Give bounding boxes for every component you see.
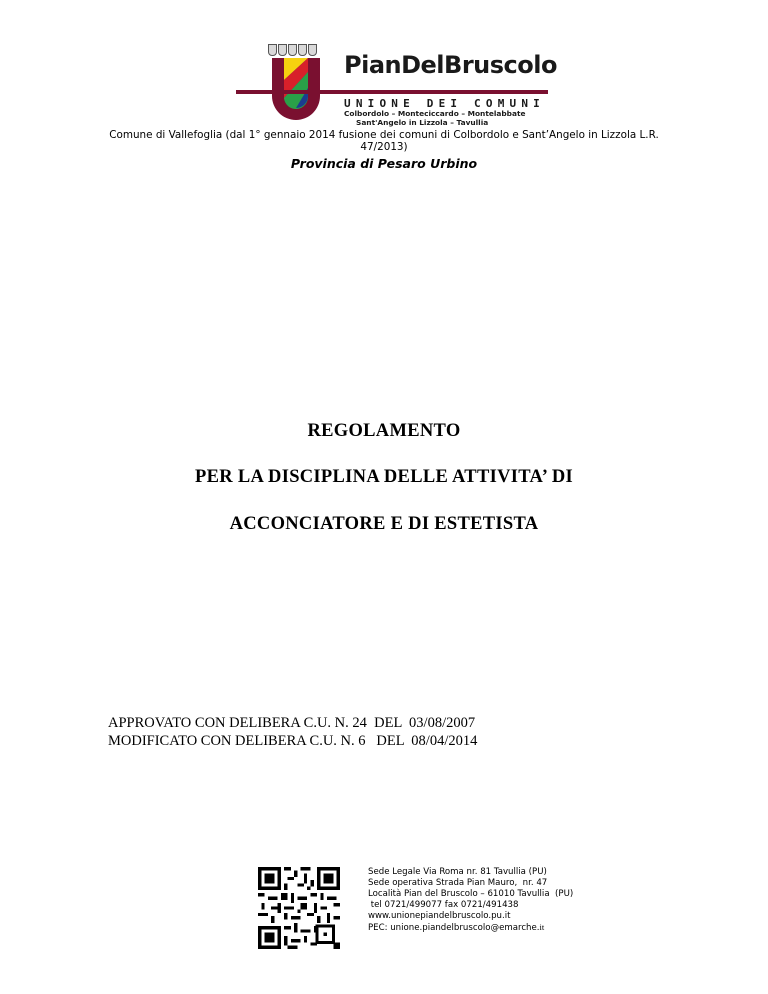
provincia-heading: Provincia di Pesaro Urbino (290, 156, 478, 171)
comune-line: Comune di Vallefoglia (dal 1° gennaio 2014 fusione dei comuni di Colbordolo e Sant’Angelo in Lizzola L.R. 47/2013) (109, 129, 659, 153)
website: www.unionepiandelbruscolo.pu.it (368, 911, 511, 922)
approval-line: APPROVATO CON DELIBERA C.U. N. 24 DEL 03/08/2007 (108, 715, 476, 731)
union-logo (236, 40, 557, 127)
document-title: REGOLAMENTO (307, 421, 461, 441)
logo-towns-line1: Colbordolo – Monteciccardo – Montelabbate (344, 109, 526, 118)
localita: Località Pian del Bruscolo – 61010 Tavullia (PU) (368, 889, 574, 900)
logo-name: PianDelBruscolo (344, 51, 557, 79)
qr-code-icon (258, 867, 340, 949)
sede-legale: Sede Legale Via Roma nr. 81 Tavullia (PU) (368, 867, 547, 877)
logo-tagline: UNIONE DEI COMUNI (344, 97, 545, 110)
pec-main: PEC: unione.piandelbruscolo@emarche. (368, 923, 540, 934)
pec-suffix: it (539, 922, 545, 933)
modification-line: MODIFICATO CON DELIBERA C.U. N. 6 DEL 08/04/2014 (108, 733, 478, 749)
logo-bar (236, 90, 548, 94)
document-subtitle-line1: PER LA DISCIPLINA DELLE ATTIVITA’ DI (195, 467, 573, 487)
contact-address-block (368, 867, 573, 935)
pec-email (368, 922, 573, 934)
document-subtitle-line2: ACCONCIATORE E DI ESTETISTA (229, 514, 539, 534)
logo-towns (344, 110, 540, 127)
sede-operativa: Sede operativa Strada Pian Mauro, nr. 47 (368, 878, 548, 889)
logo-towns-line2: Sant'Angelo in Lizzola – Tavullia (356, 117, 489, 127)
municipal-shields-icon (268, 44, 317, 56)
tel-fax: tel 0721/499077 fax 0721/491438 (368, 900, 519, 911)
